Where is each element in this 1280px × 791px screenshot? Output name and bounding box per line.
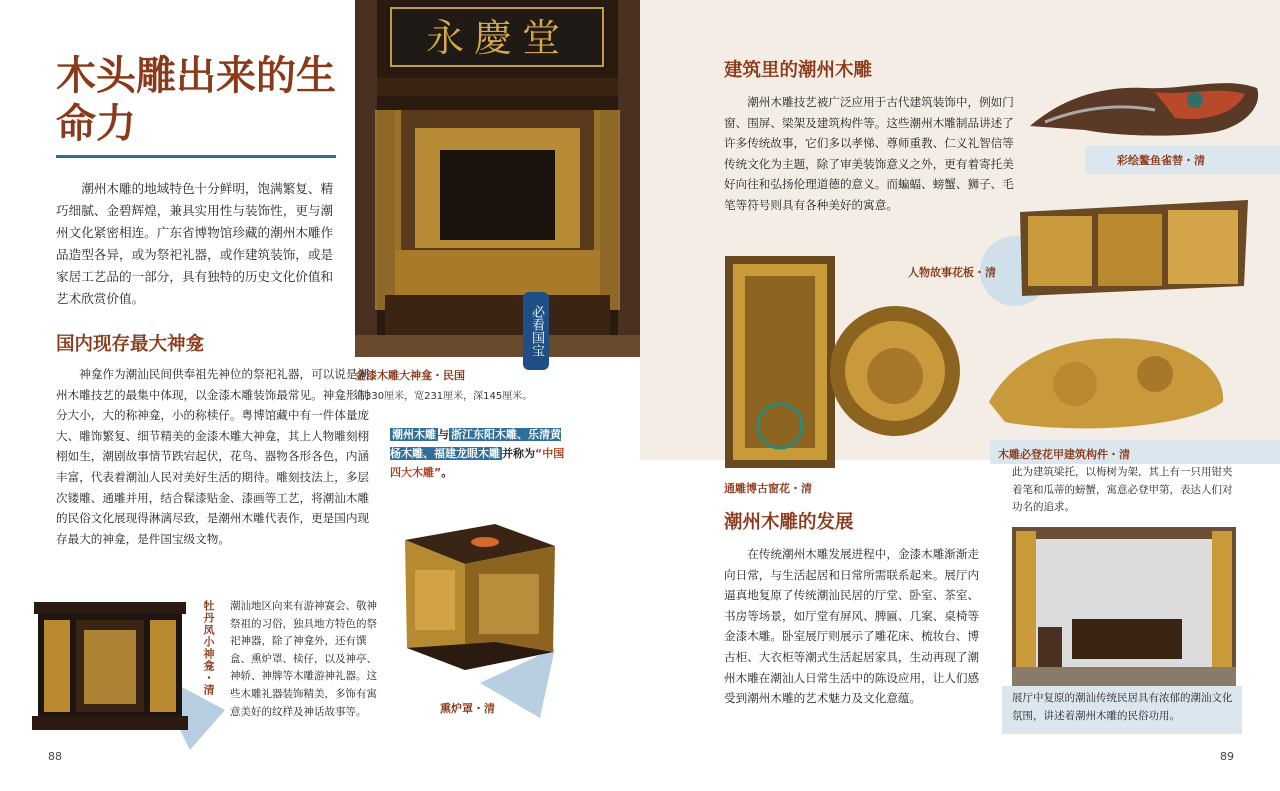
window-detail-circle [830, 306, 960, 436]
page-number-right: 89 [1220, 750, 1234, 763]
callout-end: 。 [441, 466, 453, 479]
carp-bracket-photo [1025, 66, 1265, 146]
crab-bracket-photo [985, 322, 1230, 442]
carp-bracket-caption: 彩绘鳌鱼雀替・清 [1117, 154, 1205, 167]
callout-part1: 潮州木雕 [392, 428, 436, 441]
callout-quote: “中国四大木雕” [390, 447, 565, 479]
architecture-body: 潮州木雕技艺被广泛应用于古代建筑装饰中，例如门窗、围屏、梁架及建筑构件等。这些潮州木雕制品讲述了许多传统故事，它们多以孝悌、尊师重教、仁义礼智信等传统文化为主题，除了审美装饰意义之外，更有着寄托美好向往和弘扬伦理道德的意义。而蝙蝠、螃蟹、狮子、毛笔等符号则具有各种美好的寓意。 [724, 95, 1014, 212]
section-heading-development: 潮州木雕的发展 [724, 512, 854, 533]
development-body: 在传统潮州木雕发展进程中，金漆木雕渐渐走向日常，与生活起居和日常所需联系起来。展厅内逼真地复原了传统潮汕民居的厅堂、卧室、茶室、书房等场景，如厅堂有屏风、脾匾、几案、桌椅等金漆木雕。卧室展厅则展示了雕花床、梳妆台、博古柜、大衣柜等潮式生活起居家具，生动再现了潮州木雕在潮汕人日常生活中的陈设应用，让人们感受到潮州木雕的艺术魅力及文化意蕴。 [724, 547, 980, 706]
section-heading-shrine: 国内现存最大神龛 [56, 334, 205, 355]
window-panel-photo [725, 256, 835, 468]
figure-panel-caption: 人物故事花板・清 [908, 266, 996, 279]
crab-bracket-note: 此为建筑梁托，以梅树为架，其上有一只用钳夹着笔和瓜蒂的螃蟹，寓意必登甲第，表达人们对功名的追求。 [1012, 466, 1233, 514]
title-divider [56, 155, 336, 158]
section-heading-architecture: 建筑里的潮州木雕 [724, 60, 873, 81]
crab-bracket-caption: 木雕必登花甲建筑构件・清 [998, 448, 1130, 461]
callout-joined: 并称为 [502, 447, 535, 460]
callout-and: 与 [438, 428, 449, 441]
figure-panel-photo [1018, 196, 1250, 300]
small-shrine-caption: 牡丹凤小神龛・清 [202, 600, 215, 696]
room-caption: 展厅中复原的潮汕传统民居具有浓郁的潮汕文化氛围，讲述着潮州木雕的民俗功用。 [1012, 692, 1233, 722]
small-shrine-photo [30, 598, 190, 738]
censer-cover-photo [395, 520, 560, 690]
intro-paragraph: 潮州木雕的地域特色十分鲜明，饱满繁复、精巧细腻、金碧辉煌，兼具实用性与装饰性，更与潮州文化紧密相连。广东省博物馆珍藏的潮州木雕作品造型各异，或为祭祀礼器，或作建筑装饰，或是家居工艺品的一部分，具有独特的历史文化价值和艺术欣赏价值。 [56, 181, 334, 306]
must-see-stamp: 必看国宝 [523, 292, 549, 370]
shrine-dimensions: 高330厘米，宽231厘米，深145厘米。 [355, 391, 533, 402]
page-number-left: 88 [48, 750, 62, 763]
ritual-objects-note: 潮汕地区向来有游神赛会、敬神祭祖的习俗，独具地方特色的祭祀神器，除了神龛外，还有馔盒、熏炉罩、椟仔，以及神亭、神轿、神牌等木雕游神礼器。这些木雕礼器装饰精美，多饰有寓意美好的纹样及神话故事等。 [230, 600, 377, 718]
page-title: 木头雕出来的生命力 [56, 53, 336, 147]
right-page [640, 0, 1280, 791]
callout-part2: 浙江东阳木雕、乐清黄杨木雕、福建龙眼木雕 [390, 428, 561, 460]
window-panel-caption: 通雕博古窗花・清 [724, 482, 812, 495]
shrine-caption: 金漆木雕大神龛・民国 [355, 369, 465, 382]
section-body-shrine: 神龛作为潮汕民间供奉祖先神位的祭祀礼器，可以说是潮州木雕技艺的最集中体现，以金漆木雕装饰最常见。神龛形制分大小，大的称神龛，小的称椟仔。粤博馆藏中有一件体量庞大、雕饰繁复、细节精美的金漆木雕大神龛，其上人物雕刻栩栩如生，潮剧故事情节跌宕起伏，花鸟、器物各形各色，内涵丰富，代表着潮汕人民对美好生活的期待。雕刻技法上，多层次镂雕、通雕并用，结合髹漆贴金、漆画等工艺，将潮汕木雕的民俗文化展现得淋漓尽致，是潮州木雕代表作，更是国内现存最大的神龛，是件国宝级文物。 [56, 367, 370, 546]
plaque-text: 永慶堂 [425, 16, 570, 60]
censer-cover-caption: 熏炉罩・清 [440, 702, 495, 715]
four-woodcarvings-callout [390, 425, 570, 482]
exhibition-room-photo [1012, 527, 1236, 687]
